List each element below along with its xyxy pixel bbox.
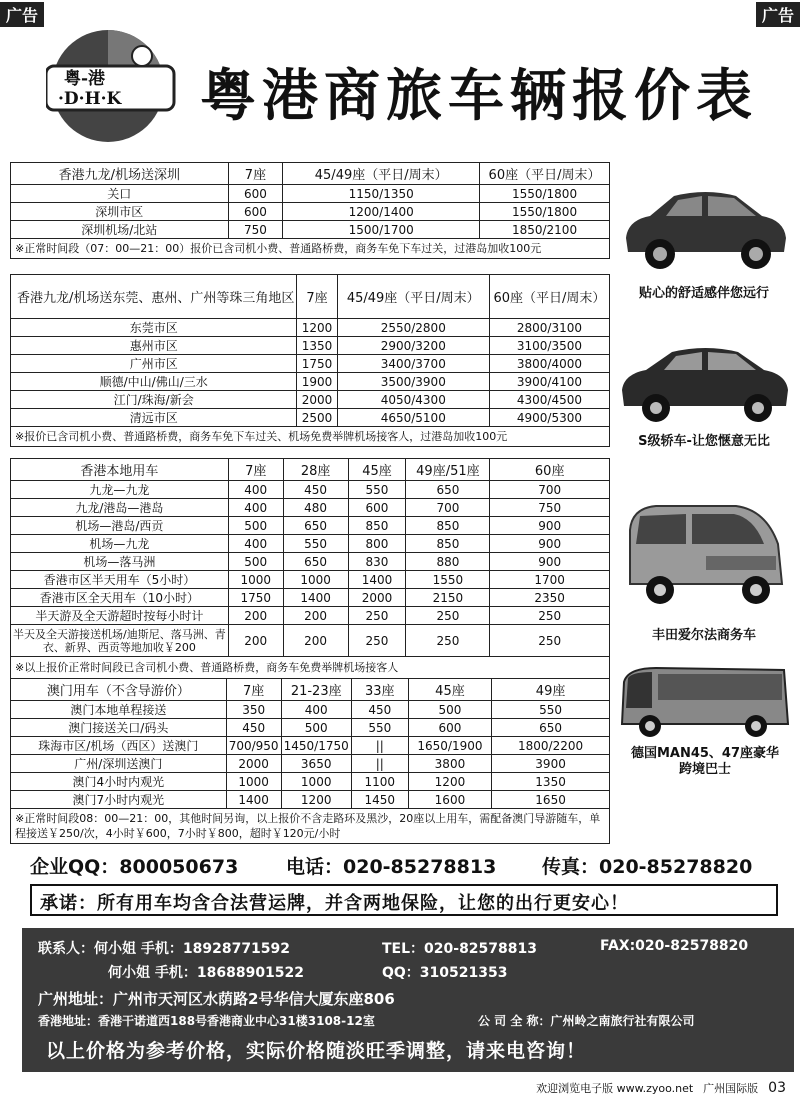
contact-person-2: 何小姐 手机：18688901522 bbox=[108, 965, 305, 981]
cell: 600 bbox=[348, 499, 406, 517]
logo-top-text: 粤-港 bbox=[64, 69, 106, 89]
cell: 800 bbox=[348, 535, 406, 553]
table-macau bbox=[10, 678, 610, 844]
cell: 1450 bbox=[351, 791, 408, 809]
phone: 电话：020-85278813 bbox=[286, 856, 497, 878]
cell: 500 bbox=[228, 553, 283, 571]
header-cell: 60座 bbox=[490, 459, 610, 481]
cell: 1400 bbox=[226, 791, 281, 809]
table-note-row bbox=[11, 657, 610, 679]
table-row bbox=[11, 571, 610, 589]
cell: 650 bbox=[492, 719, 610, 737]
cell: 550 bbox=[283, 535, 348, 553]
cell: 半天游及全天游超时按每小时计 bbox=[11, 607, 229, 625]
header-cell: 60座（平日/周末） bbox=[489, 275, 609, 319]
table-row bbox=[11, 355, 610, 373]
table-row bbox=[11, 607, 610, 625]
cell: 1550 bbox=[406, 571, 490, 589]
cell: 1650 bbox=[492, 791, 610, 809]
cell: 750 bbox=[228, 221, 283, 239]
site-text: 欢迎浏览电子版 www.zyoo.net bbox=[536, 1082, 694, 1095]
cell: 400 bbox=[281, 701, 351, 719]
cell: 广州市区 bbox=[11, 355, 297, 373]
alphard-image bbox=[616, 496, 792, 614]
car-sedan-2 bbox=[616, 332, 792, 450]
cell: 珠海市区/机场（西区）送澳门 bbox=[11, 737, 227, 755]
cell: 700 bbox=[490, 481, 610, 499]
dhk-logo bbox=[46, 26, 176, 146]
cell: 3900 bbox=[492, 755, 610, 773]
footer-contact-box bbox=[22, 928, 794, 1072]
cell: 机场—落马洲 bbox=[11, 553, 229, 571]
table-row bbox=[11, 221, 610, 239]
header-cell: 60座（平日/周末） bbox=[480, 163, 610, 185]
car-sedan-1 bbox=[616, 168, 792, 302]
cell: 惠州市区 bbox=[11, 337, 297, 355]
table-header-row bbox=[11, 679, 610, 701]
cell: 880 bbox=[406, 553, 490, 571]
contact-line bbox=[30, 852, 790, 879]
cell: 600 bbox=[228, 203, 283, 221]
table-row bbox=[11, 701, 610, 719]
company-qq: 企业QQ：800050673 bbox=[30, 856, 239, 878]
car-caption: 贴心的舒适感伴您远行 bbox=[638, 286, 769, 301]
company-name: 公 司 全 称：广州岭之南旅行社有限公司 bbox=[478, 1014, 695, 1028]
cell: 1000 bbox=[283, 571, 348, 589]
table-row bbox=[11, 391, 610, 409]
cell: 900 bbox=[490, 553, 610, 571]
cell: 2000 bbox=[297, 391, 337, 409]
cell: 2000 bbox=[348, 589, 406, 607]
table-hk-to-shenzhen bbox=[10, 162, 610, 259]
cell: 900 bbox=[490, 517, 610, 535]
cell: 1200 bbox=[408, 773, 491, 791]
cell: 1000 bbox=[228, 571, 283, 589]
contact-person-1: 联系人：何小姐 手机：18928771592 bbox=[38, 941, 291, 957]
table-row bbox=[11, 737, 610, 755]
cell: 1100 bbox=[351, 773, 408, 791]
page-footer bbox=[536, 1080, 786, 1096]
logo-bottom-text: ·D·H·K bbox=[58, 89, 122, 109]
footer-fax: FAX:020-82578820 bbox=[600, 938, 749, 954]
cell: 500 bbox=[228, 517, 283, 535]
cell: 850 bbox=[406, 517, 490, 535]
gz-address: 广州地址：广州市天河区水荫路2号华信大厦东座806 bbox=[38, 990, 395, 1008]
header-cell: 7座 bbox=[297, 275, 337, 319]
cell: 3800 bbox=[408, 755, 491, 773]
cell: 3900/4100 bbox=[489, 373, 609, 391]
car-bus bbox=[616, 664, 792, 778]
cell: 1650/1900 bbox=[408, 737, 491, 755]
cell: 1550/1800 bbox=[480, 185, 610, 203]
table-note: ※正常时间段08：00—21：00，其他时间另询，以上报价不含走路环及黑沙，20座以上用车，需配备澳门导游随车，单程接送￥250/次，4小时￥600，7小时￥800，超时￥120元/小时 bbox=[11, 809, 610, 844]
table-row bbox=[11, 481, 610, 499]
table-row bbox=[11, 319, 610, 337]
page-number: 03 bbox=[768, 1080, 786, 1096]
table-header-row bbox=[11, 459, 610, 481]
cell: 500 bbox=[408, 701, 491, 719]
cell: 600 bbox=[228, 185, 283, 203]
table-header-row bbox=[11, 275, 610, 319]
cell: 江门/珠海/新会 bbox=[11, 391, 297, 409]
table-row bbox=[11, 589, 610, 607]
header-cell: 49座/51座 bbox=[406, 459, 490, 481]
cell: 深圳市区 bbox=[11, 203, 229, 221]
cell: 深圳机场/北站 bbox=[11, 221, 229, 239]
cell: 澳门本地单程接送 bbox=[11, 701, 227, 719]
cell: || bbox=[351, 737, 408, 755]
cell: 1900 bbox=[297, 373, 337, 391]
cell: 550 bbox=[492, 701, 610, 719]
cell: 700/950 bbox=[226, 737, 281, 755]
cell: 2900/3200 bbox=[337, 337, 489, 355]
cell: 澳门4小时内观光 bbox=[11, 773, 227, 791]
price-disclaimer: 以上价格为参考价格，实际价格随淡旺季调整，请来电咨询！ bbox=[46, 1040, 587, 1062]
cell: 400 bbox=[228, 535, 283, 553]
cell: 香港市区半天用车（5小时） bbox=[11, 571, 229, 589]
cell: 3650 bbox=[281, 755, 351, 773]
cell: 1000 bbox=[226, 773, 281, 791]
table-row bbox=[11, 185, 610, 203]
footer-tel: TEL：020-82578813 bbox=[382, 941, 537, 957]
cell: 400 bbox=[228, 499, 283, 517]
cell: 1350 bbox=[492, 773, 610, 791]
table-row bbox=[11, 535, 610, 553]
cell: 广州/深圳送澳门 bbox=[11, 755, 227, 773]
header-cell: 7座 bbox=[228, 163, 283, 185]
page-title: 粤港商旅车辆报价表 bbox=[200, 63, 758, 129]
cell: 3500/3900 bbox=[337, 373, 489, 391]
cell: 机场—九龙 bbox=[11, 535, 229, 553]
cell: 机场—港岛/西贡 bbox=[11, 517, 229, 535]
cell: 1800/2200 bbox=[492, 737, 610, 755]
s-class-image bbox=[616, 332, 792, 424]
fax: 传真：020-85278820 bbox=[542, 856, 753, 878]
header-cell: 45座 bbox=[348, 459, 406, 481]
table-header-row bbox=[11, 163, 610, 185]
footer-qq: QQ：310521353 bbox=[382, 965, 508, 981]
cell: 1850/2100 bbox=[480, 221, 610, 239]
cell: 200 bbox=[283, 625, 348, 657]
cell: 2350 bbox=[490, 589, 610, 607]
cell: 3400/3700 bbox=[337, 355, 489, 373]
cell: 900 bbox=[490, 535, 610, 553]
cell: 1750 bbox=[297, 355, 337, 373]
header bbox=[40, 22, 780, 152]
sedan-image bbox=[616, 168, 792, 276]
cell: 200 bbox=[228, 625, 283, 657]
table-note-row bbox=[11, 809, 610, 844]
table-note: ※正常时间段（07：00—21：00）报价已含司机小费、普通路桥费，商务车免下车过关，过港岛加收100元 bbox=[11, 239, 610, 259]
table-note-row bbox=[11, 427, 610, 447]
cell: 650 bbox=[283, 553, 348, 571]
cell: 850 bbox=[406, 535, 490, 553]
cell: 450 bbox=[226, 719, 281, 737]
table-row bbox=[11, 373, 610, 391]
cell: 400 bbox=[228, 481, 283, 499]
cell: 200 bbox=[283, 607, 348, 625]
ad-tag-left: 广告 bbox=[0, 2, 44, 27]
cell: 1750 bbox=[228, 589, 283, 607]
table-hk-to-prd bbox=[10, 274, 610, 447]
table-note: ※以上报价正常时间段已含司机小费、普通路桥费，商务车免费举牌机场接客人 bbox=[11, 657, 610, 679]
header-cell: 33座 bbox=[351, 679, 408, 701]
cell: 480 bbox=[283, 499, 348, 517]
cell: 600 bbox=[408, 719, 491, 737]
header-cell: 45/49座（平日/周末） bbox=[337, 275, 489, 319]
ad-tag-right: 广告 bbox=[756, 2, 800, 27]
table-row bbox=[11, 553, 610, 571]
header-cell: 香港本地用车 bbox=[11, 459, 229, 481]
cell: 1150/1350 bbox=[283, 185, 480, 203]
header-cell: 香港九龙/机场送深圳 bbox=[11, 163, 229, 185]
cell: 1200 bbox=[297, 319, 337, 337]
cell: 700 bbox=[406, 499, 490, 517]
header-cell: 45/49座（平日/周末） bbox=[283, 163, 480, 185]
cell: 250 bbox=[348, 625, 406, 657]
cell: 2000 bbox=[226, 755, 281, 773]
cell: 澳门接送关口/码头 bbox=[11, 719, 227, 737]
table-row bbox=[11, 773, 610, 791]
header-cell: 28座 bbox=[283, 459, 348, 481]
header-cell: 7座 bbox=[228, 459, 283, 481]
header-cell: 45座 bbox=[408, 679, 491, 701]
cell: 4300/4500 bbox=[489, 391, 609, 409]
table-row bbox=[11, 719, 610, 737]
cell: 4650/5100 bbox=[337, 409, 489, 427]
table-row bbox=[11, 499, 610, 517]
cell: 1200 bbox=[281, 791, 351, 809]
cell: 东莞市区 bbox=[11, 319, 297, 337]
table-row bbox=[11, 409, 610, 427]
cell: 450 bbox=[283, 481, 348, 499]
cell: 2800/3100 bbox=[489, 319, 609, 337]
cell: 250 bbox=[406, 625, 490, 657]
header-cell: 21-23座 bbox=[281, 679, 351, 701]
cell: 2150 bbox=[406, 589, 490, 607]
cell: 关口 bbox=[11, 185, 229, 203]
cell: 3100/3500 bbox=[489, 337, 609, 355]
cell: 2500 bbox=[297, 409, 337, 427]
car-van bbox=[616, 496, 792, 644]
table-note-row bbox=[11, 239, 610, 259]
table-row bbox=[11, 791, 610, 809]
cell: 2550/2800 bbox=[337, 319, 489, 337]
cell: 850 bbox=[348, 517, 406, 535]
table-row bbox=[11, 517, 610, 535]
cell: 750 bbox=[490, 499, 610, 517]
cell: 九龙—九龙 bbox=[11, 481, 229, 499]
table-row bbox=[11, 625, 610, 657]
cell: 650 bbox=[406, 481, 490, 499]
header-cell: 香港九龙/机场送东莞、惠州、广州等珠三角地区 bbox=[11, 275, 297, 319]
hk-address: 香港地址：香港干诺道西188号香港商业中心31楼3108-12室 bbox=[38, 1014, 375, 1028]
cell: 1400 bbox=[283, 589, 348, 607]
cell: 250 bbox=[490, 607, 610, 625]
cell: 3800/4000 bbox=[489, 355, 609, 373]
table-row bbox=[11, 203, 610, 221]
cell: 清远市区 bbox=[11, 409, 297, 427]
cell: 4900/5300 bbox=[489, 409, 609, 427]
cell: 650 bbox=[283, 517, 348, 535]
cell: 830 bbox=[348, 553, 406, 571]
cell: 澳门7小时内观光 bbox=[11, 791, 227, 809]
cell: 550 bbox=[348, 481, 406, 499]
cell: 九龙/港岛—港岛 bbox=[11, 499, 229, 517]
cell: 1700 bbox=[490, 571, 610, 589]
cell: 半天及全天游接送机场/迪斯尼、落马洲、青衣、新界、西贡等地加收￥200 bbox=[11, 625, 229, 657]
cell: || bbox=[351, 755, 408, 773]
cell: 1350 bbox=[297, 337, 337, 355]
car-caption: S级轿车-让您惬意无比 bbox=[638, 434, 770, 449]
cell: 1550/1800 bbox=[480, 203, 610, 221]
table-note: ※报价已含司机小费、普通路桥费，商务车免下车过关、机场免费举牌机场接客人，过港岛加收100元 bbox=[11, 427, 610, 447]
table-row bbox=[11, 337, 610, 355]
cell: 250 bbox=[490, 625, 610, 657]
cell: 200 bbox=[228, 607, 283, 625]
cell: 1500/1700 bbox=[283, 221, 480, 239]
cell: 1400 bbox=[348, 571, 406, 589]
cell: 1000 bbox=[281, 773, 351, 791]
cell: 350 bbox=[226, 701, 281, 719]
header-cell: 澳门用车（不含导游价） bbox=[11, 679, 227, 701]
table-hk-local bbox=[10, 458, 610, 679]
cell: 香港市区全天用车（10小时） bbox=[11, 589, 229, 607]
header-cell: 49座 bbox=[492, 679, 610, 701]
cell: 250 bbox=[406, 607, 490, 625]
header-cell: 7座 bbox=[226, 679, 281, 701]
cell: 顺德/中山/佛山/三水 bbox=[11, 373, 297, 391]
cell: 250 bbox=[348, 607, 406, 625]
cell: 1200/1400 bbox=[283, 203, 480, 221]
cell: 550 bbox=[351, 719, 408, 737]
table-row bbox=[11, 755, 610, 773]
car-caption: 德国MAN45、47座豪华跨境巴士 bbox=[630, 746, 780, 777]
cell: 1450/1750 bbox=[281, 737, 351, 755]
promise-banner: 承诺：所有用车均含合法营运牌，并含两地保险，让您的出行更安心！ bbox=[30, 884, 778, 916]
cell: 4050/4300 bbox=[337, 391, 489, 409]
cell: 1600 bbox=[408, 791, 491, 809]
man-bus-image bbox=[616, 664, 792, 738]
cell: 500 bbox=[281, 719, 351, 737]
cell: 450 bbox=[351, 701, 408, 719]
car-caption: 丰田爱尔法商务车 bbox=[651, 628, 756, 643]
edition-text: 广州国际版 bbox=[703, 1082, 759, 1095]
